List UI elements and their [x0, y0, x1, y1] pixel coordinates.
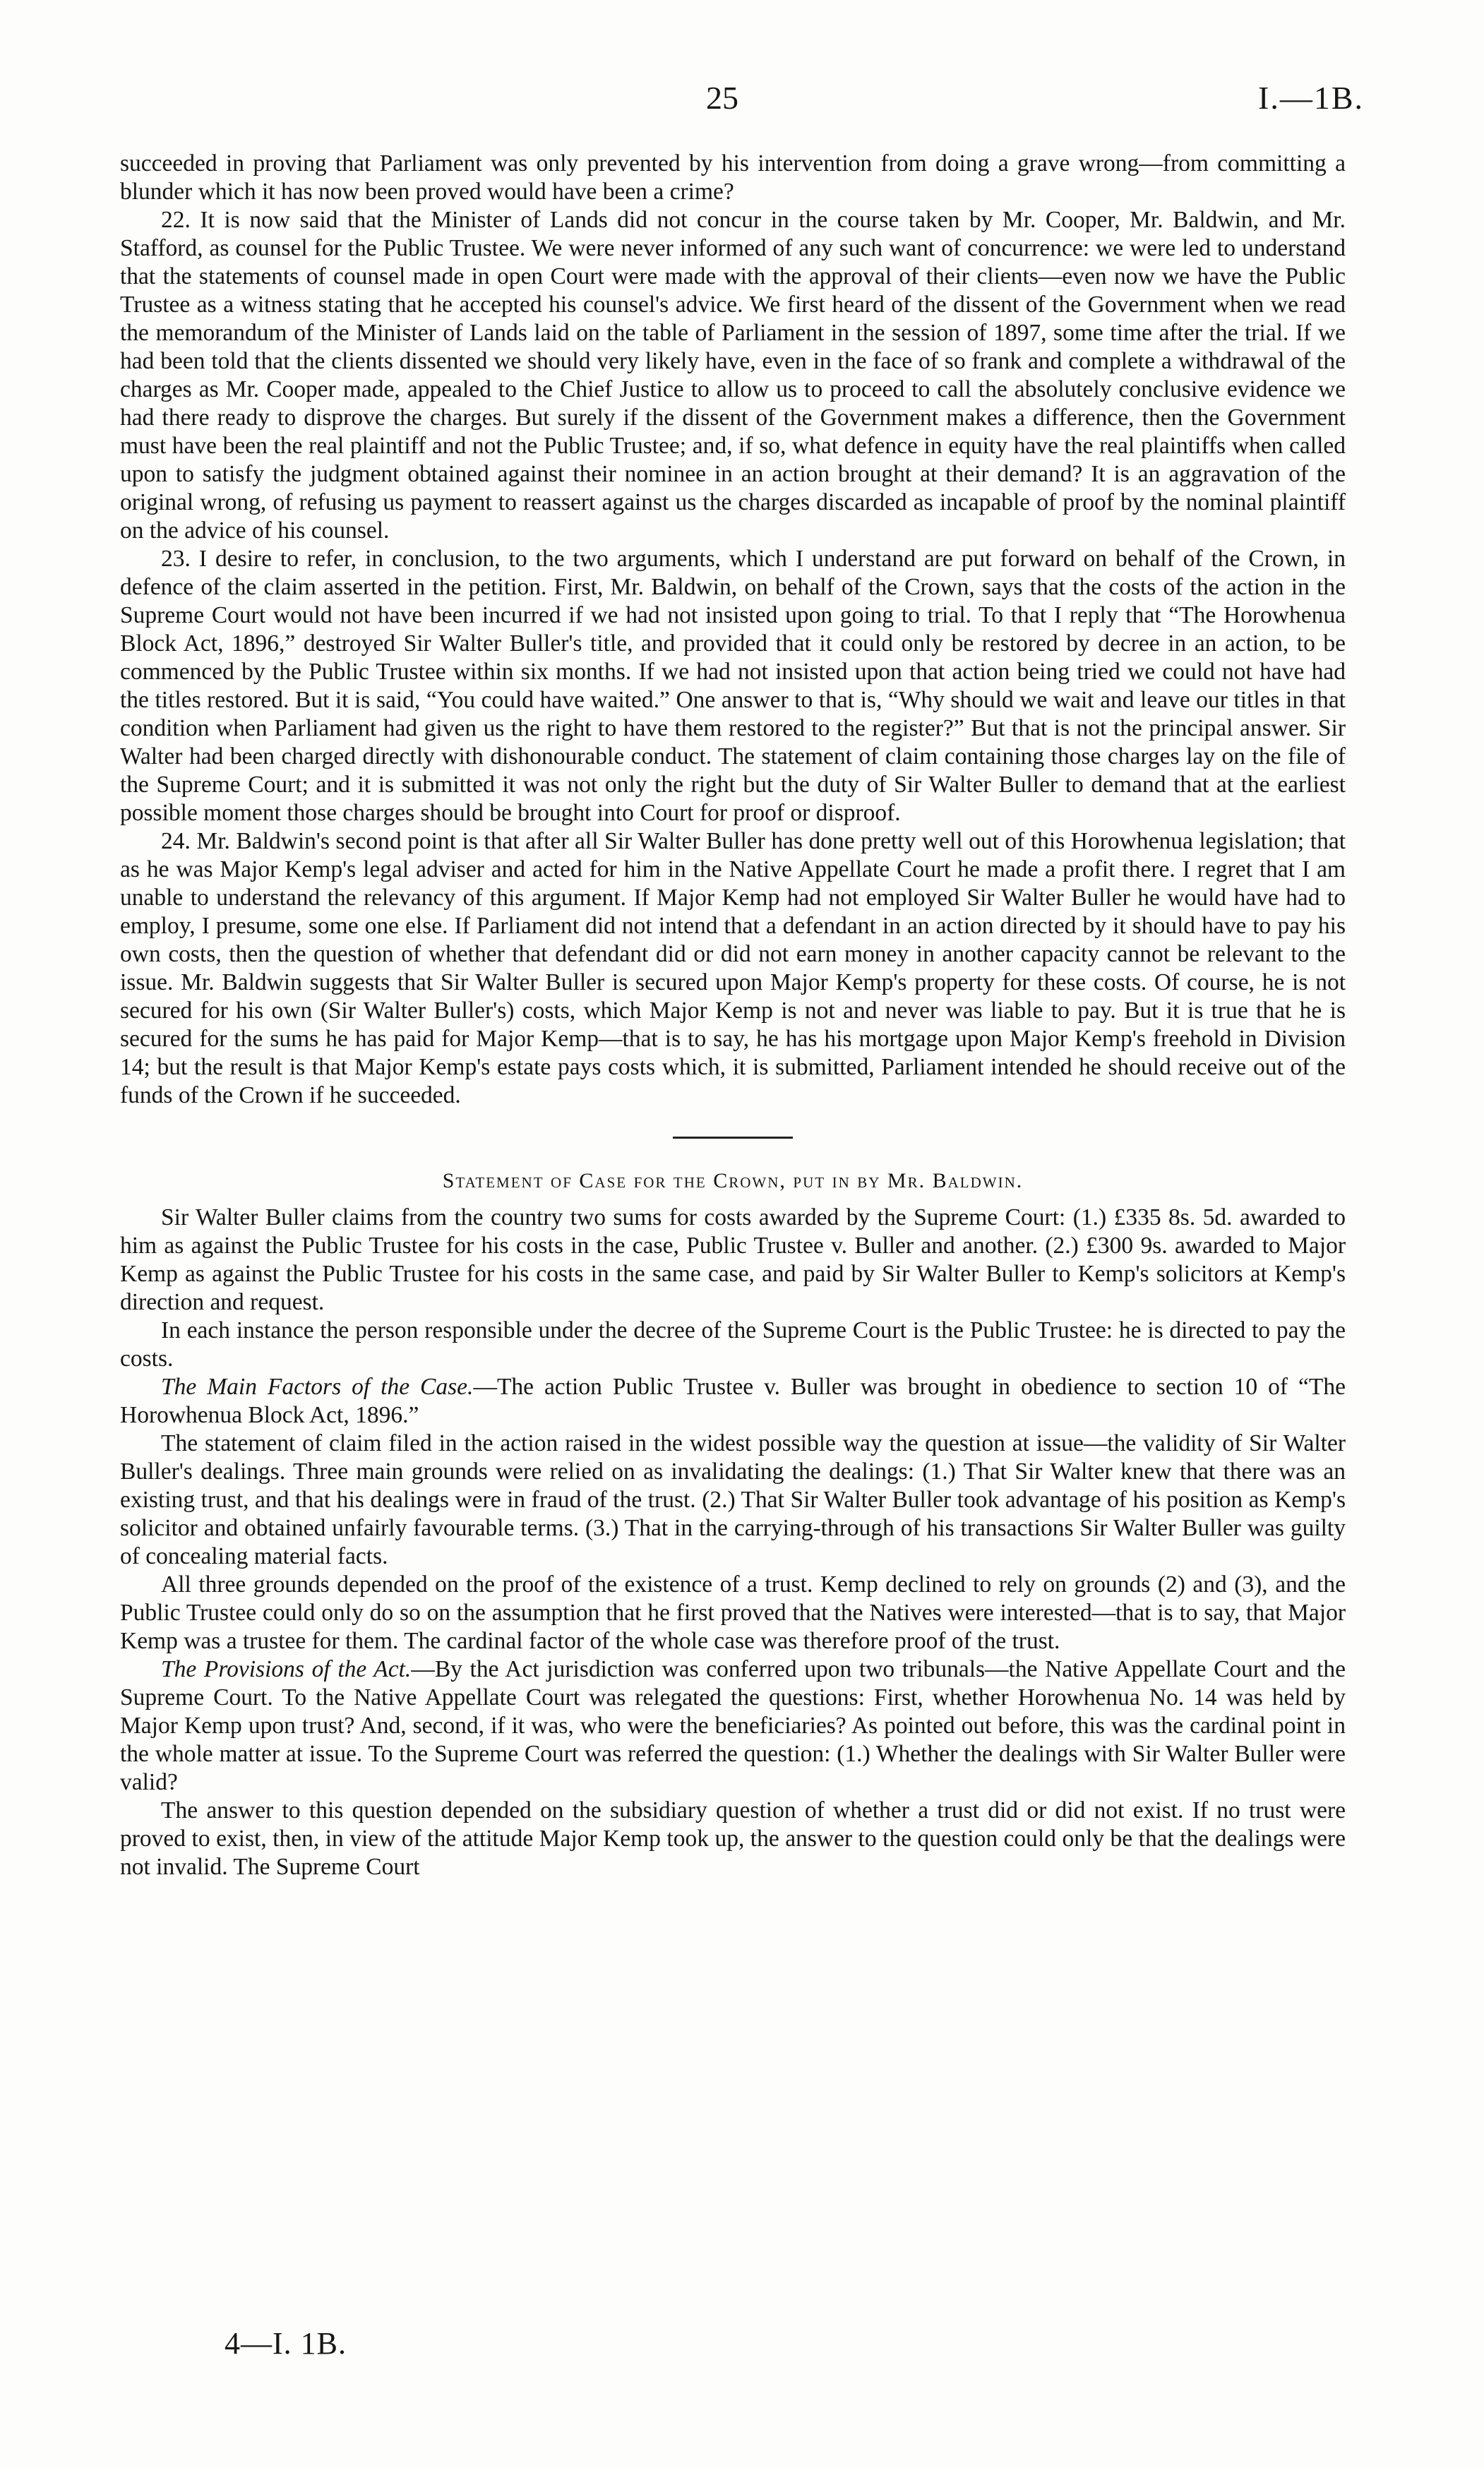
statement-paragraph-provisions	[120, 1655, 1346, 1797]
statement-paragraph-claims: Sir Walter Buller claims from the country two sums for costs awarded by the Supreme Court: (1.) £335 8s. 5d. awarded to him as against the Public Trustee for his costs in the case, Public Trustee v. Buller and another. (2.) £300 9s. awarded to Major Kemp as against the Public Trustee for his costs in the same case, and paid by Sir Walter Buller to Kemp's solicitors at Kemp's direction and request.	[120, 1204, 1346, 1315]
provisions-body: —By the Act jurisdiction was conferred upon two tribunals—the Native Appellate Court and the Supreme Court. To the Native Appellate Court was relegated the questions: First, whether Horowhenua No. 14 was held by Major Kemp upon trust? And, second, if it was, who were the beneficiaries? As pointed out before, this was the cardinal point in the whole matter at issue. To the Supreme Court was referred the question: (1.) Whether the dealings with Sir Walter Buller were valid?	[120, 1656, 1346, 1795]
statement-paragraph-trust: All three grounds depended on the proof of the existence of a trust. Kemp declined to rely on grounds (2) and (3), and the Public Trustee could only do so on the assumption that he first proved that the Natives were interested—that is to say, that Major Kemp was a trustee for them. The cardinal factor of the whole case was therefore proof of the trust.	[120, 1571, 1346, 1654]
statement-paragraph-grounds: The statement of claim filed in the action raised in the widest possible way the question at issue—the validity of Sir Walter Buller's dealings. Three main grounds were relied on as invalidating the dealings: (1.) That Sir Walter knew that there was an existing trust, and that his dealings were in fraud of the trust. (2.) That Sir Walter Buller took advantage of his position as Kemp's solicitor and obtained unfairly favourable terms. (3.) That in the carrying-through of his transactions Sir Walter Buller was guilty of concealing material facts.	[120, 1430, 1346, 1569]
page-number: 25	[706, 80, 738, 116]
statement-paragraph-answer: The answer to this question depended on the subsidiary question of whether a trust did or did not exist. If no trust were proved to exist, then, in view of the attitude Major Kemp took up, the answer to the question could only be that the dealings were not invalid. The Supreme Court	[120, 1797, 1346, 1880]
body-text	[120, 150, 1346, 1881]
section-heading: Statement of Case for the Crown, put in by Mr. Baldwin.	[442, 1169, 1024, 1192]
signature-mark: 4—I. 1B.	[225, 2326, 347, 2361]
provisions-title: The Provisions of the Act.	[161, 1656, 412, 1682]
section-divider	[673, 1137, 793, 1139]
statement-paragraph-main-factors	[120, 1373, 1346, 1430]
paragraph-23: 23. I desire to refer, in conclusion, to the two arguments, which I understand are put forward on behalf of the Crown, in defence of the claim asserted in the petition. First, Mr. Baldwin, on behalf of the Crown, says that the costs of the action in the Supreme Court would not have been incurred if we had not insisted upon going to trial. To that I reply that “The Horowhenua Block Act, 1896,” destroyed Sir Walter Buller's title, and provided that it could only be restored by decree in an action, to be commenced by the Public Trustee within six months. If we had not insisted upon that action being tried we could not have had the titles restored. But it is said, “You could have waited.” One answer to that is, “Why should we wait and leave our titles in that condition when Parliament had given us the right to have them restored to the register?” But that is not the principal answer. Sir Walter had been charged directly with dishonourable conduct. The statement of claim containing those charges lay on the file of the Supreme Court; and it is submitted it was not only the right but the duty of Sir Walter Buller to demand that at the earliest possible moment those charges should be brought into Court for proof or disproof.	[120, 546, 1346, 826]
main-factors-body: —The action Public Trustee v. Buller was brought in obedience to section 10 of “The Horowhenua Block Act, 1896.”	[120, 1374, 1346, 1428]
statement-paragraph-responsibility: In each instance the person responsible under the decree of the Supreme Court is the Public Trustee: he is directed to pay the costs.	[120, 1317, 1346, 1372]
paragraph-24: 24. Mr. Baldwin's second point is that after all Sir Walter Buller has done pretty well out of this Horowhenua legislation; that as he was Major Kemp's legal adviser and acted for him in the Native Appellate Court he made a profit there. I regret that I am unable to understand the relevancy of this argument. If Major Kemp had not employed Sir Walter Buller he would have had to employ, I presume, some one else. If Parliament did not intend that a defendant in an action directed by it should have to pay his own costs, then the question of whether that defendant did or did not earn money in another capacity cannot be relevant to the issue. Mr. Baldwin suggests that Sir Walter Buller is secured upon Major Kemp's property for these costs. Of course, he is not secured for his own (Sir Walter Buller's) costs, which Major Kemp is not and never was liable to pay. But it is true that he is secured for the sums he has paid for Major Kemp—that is to say, he has his mortgage upon Major Kemp's freehold in Division 14; but the result is that Major Kemp's estate pays costs which, it is submitted, Parliament intended he should receive out of the funds of the Crown if he succeeded.	[120, 828, 1346, 1108]
paragraph-22: 22. It is now said that the Minister of Lands did not concur in the course taken by Mr. Cooper, Mr. Baldwin, and Mr. Stafford, as counsel for the Public Trustee. We were never informed of any such want of concurrence: we were led to understand that the statements of counsel made in open Court were made with the approval of their clients—even now we have the Public Trustee as a witness stating that he accepted his counsel's advice. We first heard of the dissent of the Government when we read the memorandum of the Minister of Lands laid on the table of Parliament in the session of 1897, some time after the trial. If we had been told that the clients dissented we should very likely have, even in the face of so frank and complete a withdrawal of the charges as Mr. Cooper made, appealed to the Chief Justice to allow us to proceed to call the absolutely conclusive evidence we had there ready to disprove the charges. But surely if the dissent of the Government makes a difference, then the Government must have been the real plaintiff and not the Public Trustee; and, if so, what defence in equity have the real plaintiffs when called upon to satisfy the judgment obtained against their nominee in an action brought at their demand? It is an aggravation of the original wrong, of refusing us payment to reassert against us the charges discarded as incapable of proof by the nominal plaintiff on the advice of his counsel.	[120, 207, 1346, 544]
page-header	[0, 79, 1484, 121]
paragraph-continuation: succeeded in proving that Parliament was only prevented by his intervention from doing a grave wrong—from committing a blunder which it has now been proved would have been a crime?	[120, 150, 1346, 205]
main-factors-title: The Main Factors of the Case.	[161, 1374, 474, 1400]
document-reference: I.—1B.	[1258, 80, 1364, 116]
